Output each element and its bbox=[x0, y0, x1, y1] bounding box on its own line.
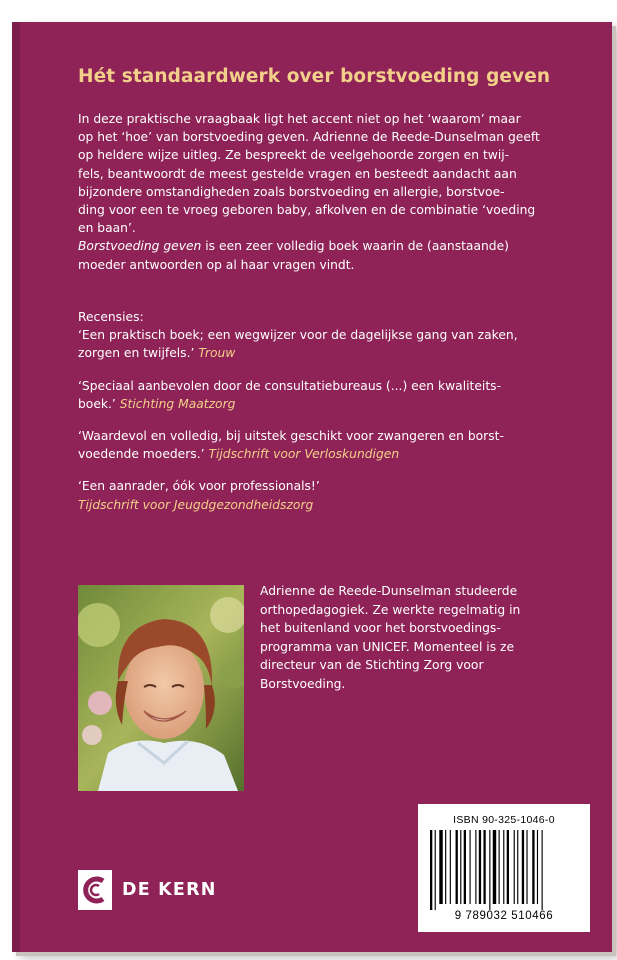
barcode-bar bbox=[460, 830, 461, 904]
review-source: Trouw bbox=[198, 346, 236, 361]
publisher-logo bbox=[78, 870, 217, 910]
book-title-italic: Borstvoeding geven bbox=[78, 239, 202, 254]
review-text: ‘Een aanrader, óók voor professionals!’ bbox=[78, 479, 320, 494]
review-item bbox=[78, 326, 598, 362]
reviews-section bbox=[78, 308, 598, 528]
barcode-bar bbox=[479, 830, 481, 904]
reviews-heading bbox=[78, 308, 598, 326]
barcode-bar bbox=[522, 830, 524, 904]
review-text: ‘Speciaal aanbevolen door de consultatiebureaus (...) een kwaliteits- bbox=[78, 378, 502, 393]
barcode-bar bbox=[526, 830, 527, 904]
barcode-bar bbox=[430, 830, 432, 910]
review-text: ‘Een praktisch boek; een wegwijzer voor de dagelijkse gang van zaken, bbox=[78, 328, 518, 343]
barcode-bar bbox=[475, 830, 476, 904]
barcode-bar bbox=[514, 830, 515, 904]
blurb-line: en baan’. bbox=[78, 221, 136, 236]
author-bio-line: directeur van de Stichting Zorg voor bbox=[260, 658, 484, 673]
review-item bbox=[78, 377, 598, 413]
blurb-line: In deze praktische vraagbaak ligt het accent niet op het ‘waarom’ maar bbox=[78, 112, 521, 126]
author-bio bbox=[260, 582, 560, 694]
blurb-closing-text: is een zeer volledig boek waarin de (aanstaande) bbox=[201, 239, 509, 254]
barcode-bar bbox=[456, 830, 458, 904]
review-item bbox=[78, 427, 598, 463]
barcode-bar bbox=[503, 830, 504, 904]
blurb-line: op heldere wijze uitleg. Ze bespreekt de veelgehoorde zorgen en twij- bbox=[78, 148, 510, 163]
review-text: boek.’ bbox=[78, 396, 120, 411]
de-kern-c-logo-icon bbox=[78, 870, 112, 910]
blurb-line: ding voor een te vroeg geboren baby, afkolven en de combinatie ‘voeding bbox=[78, 203, 536, 218]
headline: Hét standaardwerk over borstvoeding geven bbox=[78, 66, 551, 87]
barcode-bar bbox=[499, 830, 500, 904]
author-bio-line: Adrienne de Reede-Dunselman studeerde bbox=[260, 584, 518, 598]
blurb-line: op het ‘hoe’ van borstvoeding geven. Adrienne de Reede-Dunselman geeft bbox=[78, 130, 540, 145]
barcode-bars bbox=[430, 830, 578, 910]
reviews-heading-text: Recensies: bbox=[78, 310, 144, 324]
barcode-bar bbox=[489, 830, 490, 910]
blurb-line: bijzondere omstandigheden zoals borstvoeding en allergie, borstvoe- bbox=[78, 184, 505, 199]
review-item bbox=[78, 477, 598, 513]
barcode-bar bbox=[470, 830, 471, 904]
author-portrait-image bbox=[78, 585, 244, 791]
review-text: ‘Waardevol en volledig, bij uitstek geschikt voor zwangeren en borst- bbox=[78, 429, 504, 444]
barcode-bar bbox=[542, 830, 543, 910]
barcode-bar bbox=[537, 830, 538, 904]
barcode-bar bbox=[464, 830, 466, 904]
barcode-bar bbox=[435, 830, 436, 910]
review-text: zorgen en twijfels.’ bbox=[78, 346, 199, 361]
review-source: Stichting Maatzorg bbox=[119, 396, 236, 411]
blurb-closing bbox=[78, 237, 598, 255]
book-back-cover bbox=[12, 22, 612, 952]
barcode-bar bbox=[450, 830, 451, 904]
author-bio-line: programma van UNICEF. Momenteel is ze bbox=[260, 639, 515, 654]
barcode-bar bbox=[507, 830, 509, 904]
barcode-bar bbox=[445, 830, 446, 904]
review-source: Tijdschrift voor Verloskundigen bbox=[208, 447, 400, 462]
review-source: Tijdschrift voor Jeugdgezondheidszorg bbox=[78, 497, 314, 512]
author-bio-line: Borstvoeding. bbox=[260, 676, 346, 691]
ean-number: 9 789032 510466 bbox=[454, 910, 554, 922]
isbn-number: ISBN 90-325-1046-0 bbox=[453, 814, 555, 826]
barcode-bar bbox=[493, 830, 496, 904]
author-photo bbox=[78, 585, 244, 791]
blurb-line: fels, beantwoordt de meest gestelde vragen en besteedt aandacht aan bbox=[78, 166, 517, 181]
barcode-bar bbox=[532, 830, 534, 904]
barcode-panel bbox=[418, 804, 590, 932]
barcode-bar bbox=[483, 830, 485, 904]
publisher-name: DE KERN bbox=[122, 880, 217, 900]
spine-edge bbox=[12, 22, 20, 952]
author-bio-line: orthopedagogiek. Ze werkte regelmatig in bbox=[260, 602, 521, 617]
barcode-bar bbox=[517, 830, 518, 904]
blurb bbox=[78, 110, 598, 274]
barcode-bar bbox=[439, 830, 442, 904]
author-bio-line: het buitenland voor het borstvoedings- bbox=[260, 621, 501, 636]
review-text: voedende moeders.’ bbox=[78, 447, 209, 462]
blurb-line: moeder antwoorden op al haar vragen vindt. bbox=[78, 257, 355, 272]
